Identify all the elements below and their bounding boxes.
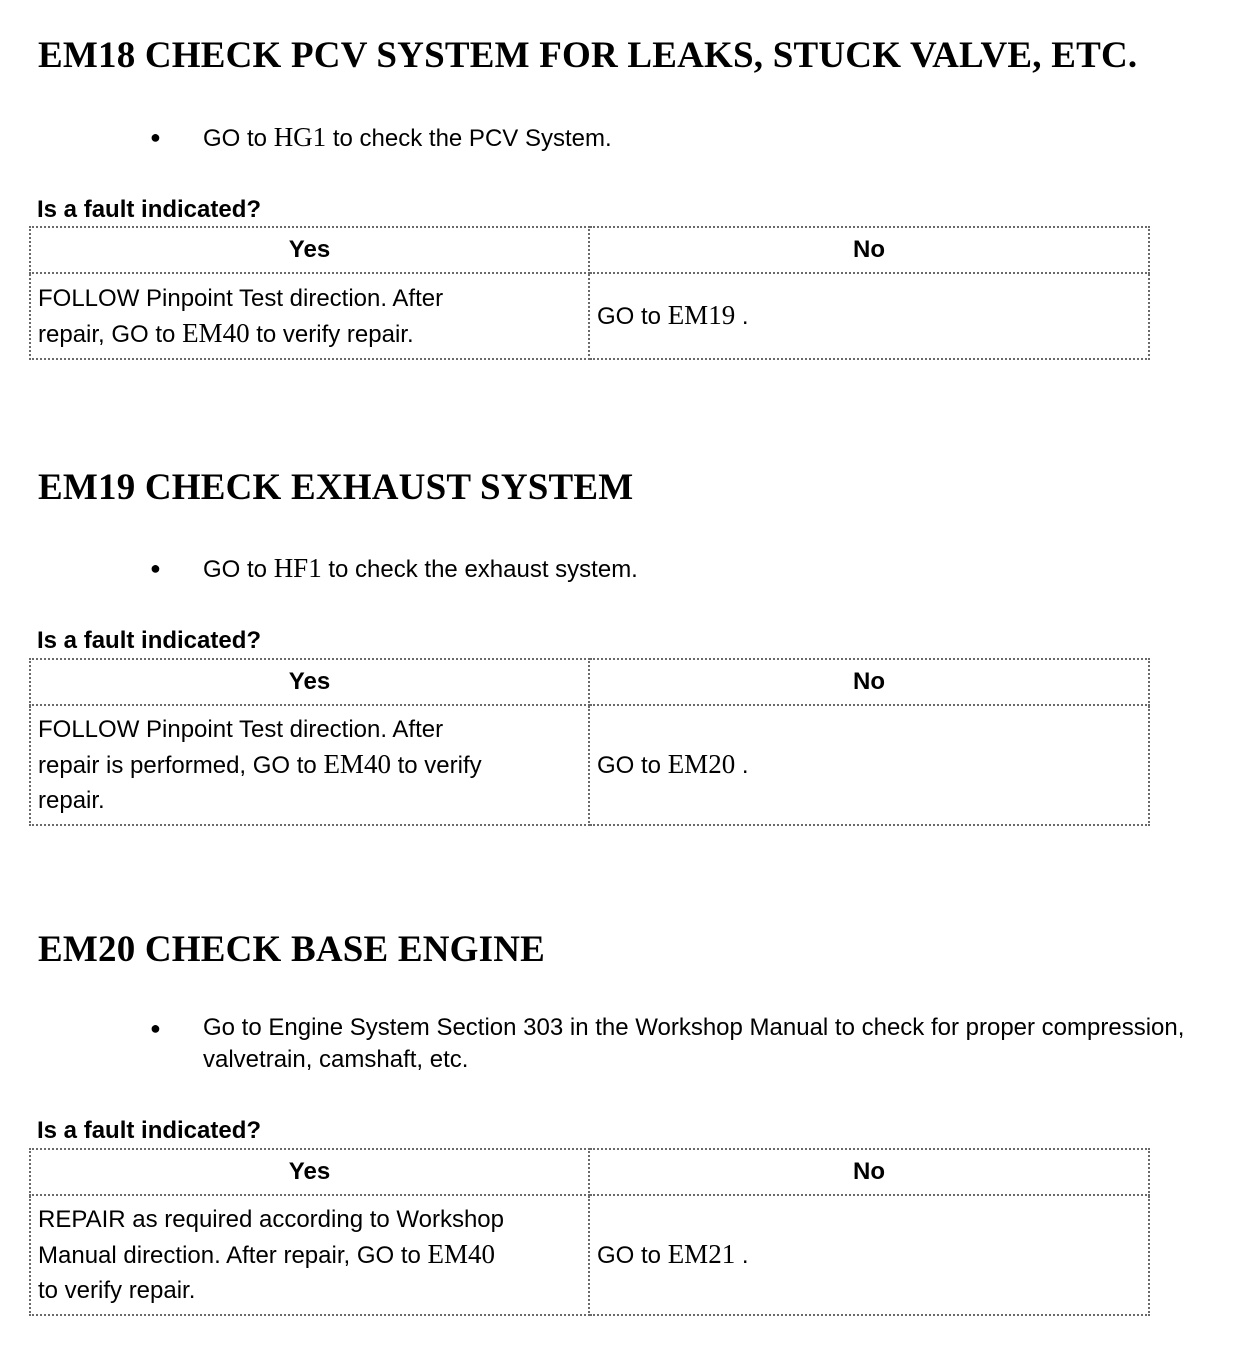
result-table: [29, 226, 1150, 360]
ref-link-em40[interactable]: EM40: [182, 317, 250, 348]
no-cell: GO to EM21 .: [589, 1195, 1149, 1315]
bullet-text: GO to HF1 to check the exhaust system.: [203, 553, 638, 583]
ref-link-em21[interactable]: EM21: [667, 1239, 736, 1269]
yes-cell: [30, 705, 589, 825]
section-heading: EM20 CHECK BASE ENGINE: [38, 929, 546, 970]
yes-line: repair is performed, GO to EM40 to verify: [38, 749, 482, 779]
no-header: No: [589, 1149, 1149, 1195]
ref-link-em20[interactable]: EM20: [667, 749, 736, 779]
section-heading: EM18 CHECK PCV SYSTEM FOR LEAKS, STUCK VALVE, ETC.: [38, 35, 1138, 76]
bullet-dot-icon: ●: [150, 558, 161, 578]
bullet-text: Go to Engine System Section 303 in the Workshop Manual to check for proper compression, valvetrain, camshaft, etc.: [203, 1014, 1185, 1073]
bullet-item: [150, 1012, 1210, 1076]
question-label: Is a fault indicated?: [37, 627, 262, 654]
ref-link-em40[interactable]: EM40: [323, 749, 391, 779]
yes-header: Yes: [30, 1149, 589, 1195]
bullet-item: [150, 121, 1210, 155]
bullet-text: GO to HG1 to check the PCV System.: [203, 122, 612, 152]
no-cell: GO to EM20 .: [589, 705, 1149, 825]
yes-line: repair.: [38, 787, 105, 814]
result-table: [29, 1148, 1150, 1316]
yes-line: REPAIR as required according to Workshop: [38, 1206, 504, 1233]
ref-link-em40[interactable]: EM40: [427, 1239, 496, 1269]
ref-link-hg1[interactable]: HG1: [273, 122, 327, 152]
no-header: No: [589, 227, 1149, 273]
no-header: No: [589, 659, 1149, 705]
yes-header: Yes: [30, 227, 589, 273]
yes-line: to verify repair.: [38, 1277, 196, 1304]
result-table: [29, 658, 1150, 826]
yes-line: FOLLOW Pinpoint Test direction. After: [38, 284, 444, 312]
ref-link-hf1[interactable]: HF1: [273, 553, 322, 583]
yes-header: Yes: [30, 659, 589, 705]
bullet-item: [150, 552, 1210, 586]
yes-line: Manual direction. After repair, GO to EM40: [38, 1239, 496, 1269]
question-label: Is a fault indicated?: [37, 196, 262, 223]
yes-cell: [30, 1195, 589, 1315]
ref-link-em19[interactable]: EM19: [667, 300, 736, 330]
yes-cell: [30, 273, 589, 359]
bullet-dot-icon: ●: [150, 1018, 161, 1038]
no-cell: GO to EM19 .: [589, 273, 1149, 359]
section-heading: EM19 CHECK EXHAUST SYSTEM: [38, 467, 634, 508]
bullet-dot-icon: ●: [150, 127, 161, 147]
yes-line: repair, GO to EM40 to verify repair.: [38, 317, 414, 348]
yes-line: FOLLOW Pinpoint Test direction. After: [38, 716, 444, 743]
question-label: Is a fault indicated?: [37, 1117, 262, 1144]
